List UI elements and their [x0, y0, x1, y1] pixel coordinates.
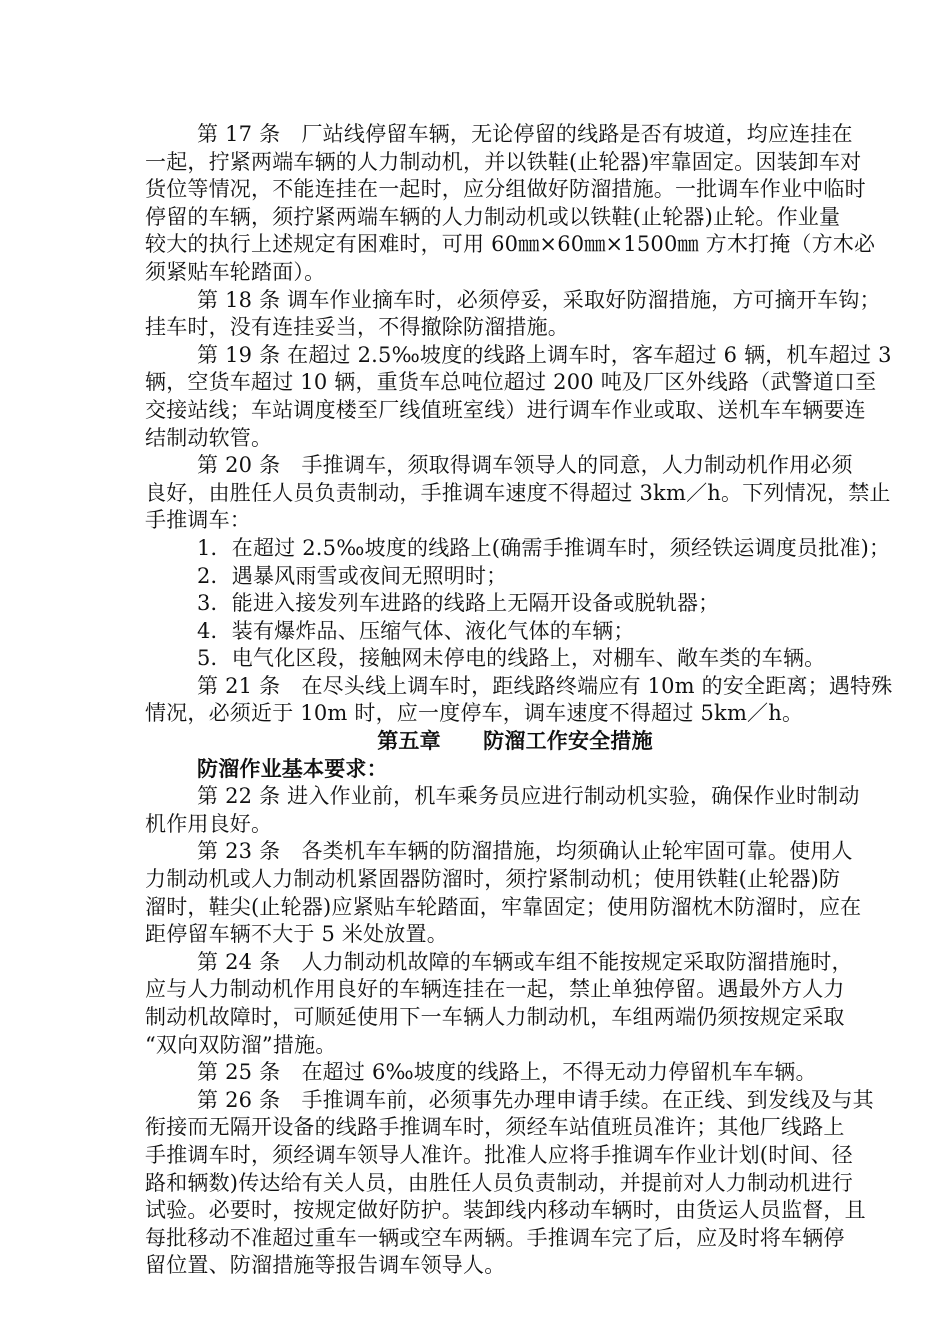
- text-line: 须紧贴车轮踏面）。: [145, 259, 326, 284]
- text-line: 情况，必须近于 10m 时，应一度停车，调车速度不得超过 5km／h。: [145, 701, 804, 726]
- chapter-heading: 第五章 防溜工作安全措施: [377, 729, 653, 754]
- text-line: 第 18 条 调车作业摘车时，必须停妥，采取好防溜措施，方可摘开车钩；: [197, 287, 881, 312]
- text-line: 交接站线；车站调度楼至厂线值班室线）进行调车作业或取、送机车车辆要连: [145, 397, 866, 422]
- text-line: 第 20 条 手推调车，须取得调车领导人的同意，人力制动机作用必须: [197, 453, 853, 478]
- text-line: 溜时，鞋尖(止轮器)应紧贴车轮踏面，牢靠固定；使用防溜枕木防溜时，应在: [145, 894, 862, 919]
- text-line: 第 24 条 人力制动机故障的车辆或车组不能按规定采取防溜措施时，: [197, 949, 853, 974]
- text-line: 手推调车时，须经调车领导人准许。批准人应将手推调车作业计划(时间、径: [145, 1142, 853, 1167]
- text-line: 一起，拧紧两端车辆的人力制动机，并以铁鞋(止轮器)牢靠固定。因装卸车对: [145, 149, 862, 174]
- text-line: “双向双防溜”措施。: [145, 1032, 337, 1057]
- text-line: 第 19 条 在超过 2.5‰坡度的线路上调车时，客车超过 6 辆，机车超过 3: [197, 342, 892, 367]
- text-line: 第 17 条 厂站线停留车辆，无论停留的线路是否有坡道，均应连挂在: [197, 122, 853, 146]
- text-line: 第 25 条 在超过 6‰坡度的线路上，不得无动力停留机车车辆。: [197, 1060, 817, 1085]
- text-line: 每批移动不准超过重车一辆或空车两辆。手推调车完了后，应及时将车辆停: [145, 1225, 845, 1250]
- text-line: 留位置、防溜措施等报告调车领导人。: [145, 1253, 506, 1278]
- text-line: 挂车时，没有连挂妥当，不得撤除防溜措施。: [145, 315, 569, 340]
- text-line: 路和辆数)传达给有关人员，由胜任人员负责制动，并提前对人力制动机进行: [145, 1170, 853, 1195]
- text-line: 距停留车辆不大于 5 米处放置。: [145, 922, 448, 947]
- text-line: 停留的车辆，须拧紧两端车辆的人力制动机或以铁鞋(止轮器)止轮。作业量: [145, 204, 841, 229]
- text-line: 1．在超过 2.5‰坡度的线路上(确需手推调车时，须经铁运调度员批准)；: [197, 535, 891, 560]
- text-line: 手推调车：: [145, 508, 251, 533]
- text-line: 第 23 条 各类机车车辆的防溜措施，均须确认止轮牢固可靠。使用人: [197, 839, 853, 864]
- document-page: [145, 121, 893, 1280]
- text-line: 良好，由胜任人员负责制动，手推调车速度不得超过 3km／h。下列情况，禁止: [145, 480, 891, 505]
- text-line: 第 26 条 手推调车前，必须事先办理申请手续。在正线、到发线及与其: [197, 1087, 874, 1112]
- text-line: 货位等情况，不能连挂在一起时，应分组做好防溜措施。一批调车作业中临时: [145, 177, 866, 202]
- text-line: 力制动机或人力制动机紧固器防溜时，须拧紧制动机；使用铁鞋(止轮器)防: [145, 867, 841, 892]
- text-line: 机作用良好。: [145, 811, 273, 836]
- text-line: 5．电气化区段，接触网未停电的线路上，对棚车、敞车类的车辆。: [197, 646, 826, 671]
- text-line: 结制动软管。: [145, 425, 273, 450]
- text-line: 第 21 条 在尽头线上调车时，距线路终端应有 10m 的安全距离；遇特殊: [197, 673, 893, 698]
- text-line: 试验。必要时，按规定做好防护。装卸线内移动车辆时，由货运人员监督，且: [145, 1198, 866, 1223]
- text-line: 4．装有爆炸品、压缩气体、液化气体的车辆；: [197, 618, 635, 643]
- text-line: 较大的执行上述规定有困难时，可用 60㎜×60㎜×1500㎜ 方木打掩（方木必: [145, 232, 876, 257]
- section-subheading: 防溜作业基本要求：: [197, 756, 388, 781]
- text-line: 制动机故障时，可顺延使用下一车辆人力制动机，车组两端仍须按规定采取: [145, 1005, 845, 1029]
- text-line: 辆，空货车超过 10 辆，重货车总吨位超过 200 吨及厂区外线路（武警道口至: [145, 370, 877, 395]
- text-line: 应与人力制动机作用良好的车辆连挂在一起，禁止单独停留。遇最外方人力: [145, 977, 845, 1002]
- text-line: 2．遇暴风雨雪或夜间无照明时；: [197, 563, 508, 588]
- text-line: 3．能进入接发列车进路的线路上无隔开设备或脱轨器；: [197, 591, 720, 616]
- text-line: 第 22 条 进入作业前，机车乘务员应进行制动机实验，确保作业时制动: [197, 784, 860, 809]
- text-line: 衔接而无隔开设备的线路手推调车时，须经车站值班员准许；其他厂线路上: [145, 1115, 845, 1140]
